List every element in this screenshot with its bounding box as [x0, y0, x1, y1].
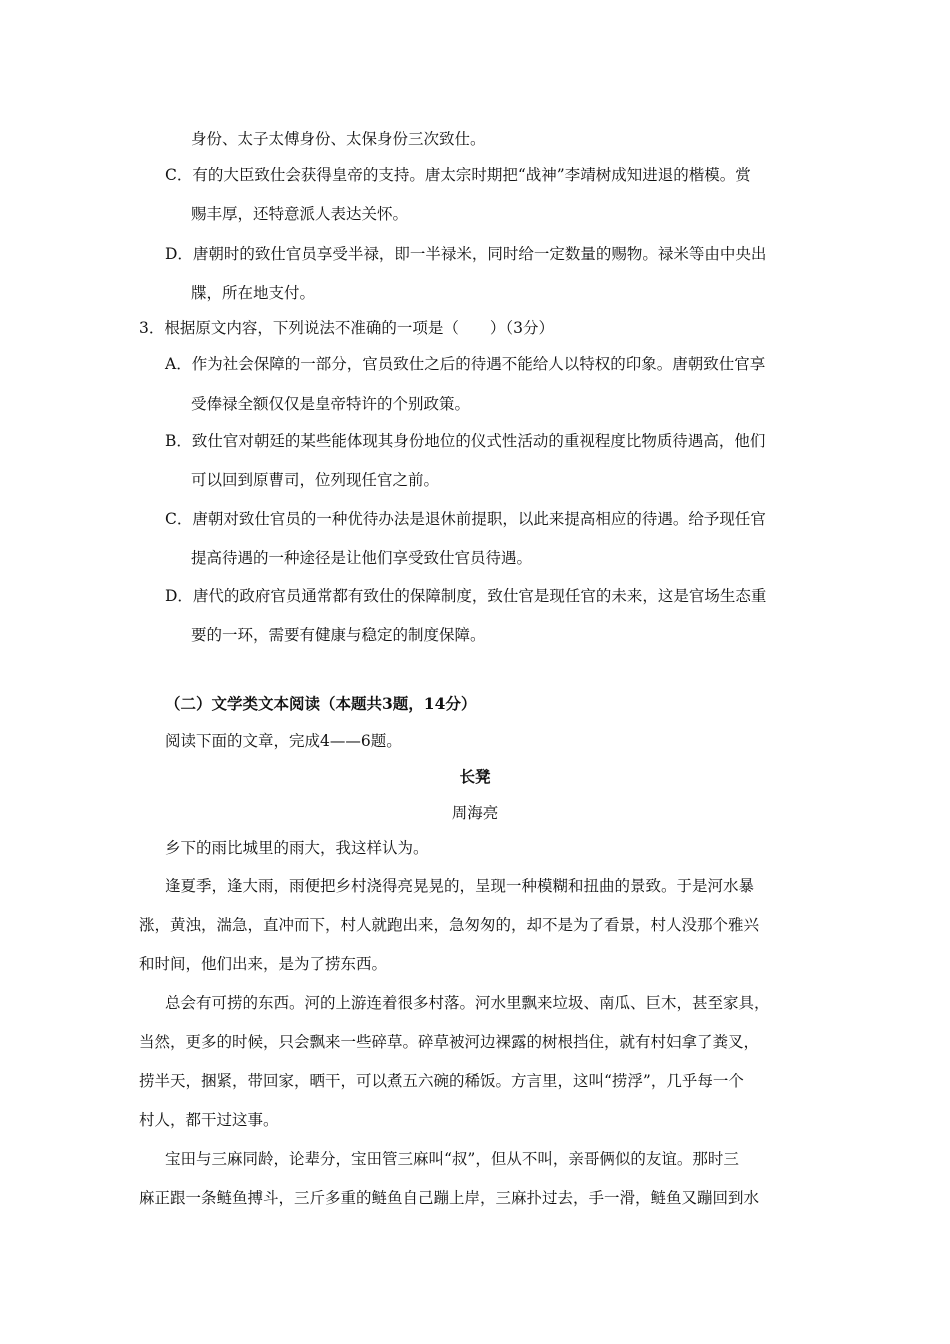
q3-option-b-continuation: 可以回到原曹司，位列现任官之前。 — [191, 471, 440, 489]
story-paragraph-1: 乡下的雨比城里的雨大，我这样认为。 — [165, 839, 429, 857]
q2-option-d-continuation: 牒，所在地支付。 — [191, 284, 316, 302]
q2-option-b-continuation: 身份、太子太傅身份、太保身份三次致仕。 — [191, 130, 486, 148]
q3-option-c-continuation: 提高待遇的一种途径是让他们享受致仕官员待遇。 — [191, 549, 533, 567]
story-paragraph-3-line-3: 捞半天，捆紧，带回家，晒干，可以煮五六碗的稀饭。方言里，这叫“捞浮”，几乎每一个 — [139, 1072, 744, 1090]
story-paragraph-2-line-3: 和时间，他们出来，是为了捞东西。 — [139, 955, 388, 973]
q3-option-b: B．致仕官对朝廷的某些能体现其身份地位的仪式性活动的重视程度比物质待遇高，他们 — [165, 432, 766, 450]
story-paragraph-3-line-1: 总会有可捞的东西。河的上游连着很多村落。河水里飘来垃圾、南瓜、巨木，甚至家具， — [165, 994, 770, 1012]
section-instruction: 阅读下面的文章，完成4——6题。 — [165, 732, 402, 750]
q2-option-c-continuation: 赐丰厚，还特意派人表达关怀。 — [191, 205, 409, 223]
story-paragraph-3-line-2: 当然，更多的时候，只会飘来一些碎草。碎草被河边裸露的树根挡住，就有村妇拿了粪叉， — [139, 1033, 760, 1051]
q2-option-c: C．有的大臣致仕会获得皇帝的支持。唐太宗时期把“战神”李靖树成知进退的楷模。赏 — [165, 166, 751, 184]
article-title: 长凳 — [459, 767, 491, 786]
q3-option-c: C．唐朝对致仕官员的一种优待办法是退休前提职，以此来提高相应的待遇。给予现任官 — [165, 510, 766, 528]
story-paragraph-4-line-2: 麻正跟一条鲢鱼搏斗，三斤多重的鲢鱼自己蹦上岸，三麻扑过去，手一滑，鲢鱼又蹦回到水 — [139, 1189, 760, 1207]
section-heading: （二）文学类文本阅读（本题共3题，14分） — [165, 694, 477, 713]
article-author: 周海亮 — [451, 804, 499, 822]
story-paragraph-2-line-1: 逢夏季，逢大雨，雨便把乡村浇得亮晃晃的，呈现一种模糊和扭曲的景致。于是河水暴 — [165, 877, 755, 895]
q2-option-d: D．唐朝时的致仕官员享受半禄，即一半禄米，同时给一定数量的赐物。禄米等由中央出 — [165, 245, 767, 263]
story-paragraph-3-line-4: 村人，都干过这事。 — [139, 1111, 279, 1129]
q3-option-a-continuation: 受俸禄全额仅仅是皇帝特许的个别政策。 — [191, 395, 471, 413]
story-paragraph-4-line-1: 宝田与三麻同龄，论辈分，宝田管三麻叫“叔”，但从不叫，亲哥俩似的友谊。那时三 — [165, 1150, 739, 1168]
story-paragraph-2-line-2: 涨，黄浊，湍急，直冲而下，村人就跑出来，急匆匆的，却不是为了看景，村人没那个雅兴 — [139, 916, 760, 934]
q3-stem: 3．根据原文内容，下列说法不准确的一项是（ ）（3分） — [139, 319, 554, 337]
q3-option-d: D．唐代的政府官员通常都有致仕的保障制度，致仕官是现任官的未来，这是官场生态重 — [165, 587, 767, 605]
q3-option-d-continuation: 要的一环，需要有健康与稳定的制度保障。 — [191, 626, 486, 644]
q3-option-a: A．作为社会保障的一部分，官员致仕之后的待遇不能给人以特权的印象。唐朝致仕官享 — [165, 355, 766, 373]
